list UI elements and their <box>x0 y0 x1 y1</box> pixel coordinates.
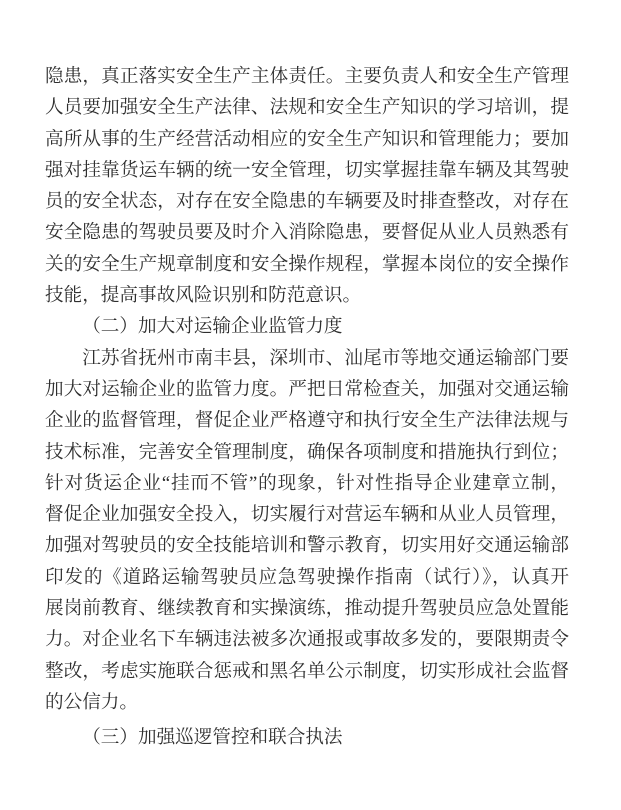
paragraph-continuation <box>45 61 569 311</box>
paragraph-section2 <box>45 343 569 719</box>
text-line: 员的安全状态，对存在安全隐患的车辆要及时排查整改，对存在 <box>45 191 569 213</box>
text-line: 技能，提高事故风险识别和防范意识。 <box>45 285 362 307</box>
document-text-block <box>45 61 569 754</box>
text-line: 强对挂靠货运车辆的统一安全管理，切实掌握挂靠车辆及其驾驶 <box>45 159 569 181</box>
section-heading-2: （二）加大对运输企业监管力度 <box>82 316 343 338</box>
text-line: 技术标准，完善安全管理制度，确保各项制度和措施执行到位； <box>45 441 569 463</box>
text-line: 关的安全生产规章制度和安全操作规程，掌握本岗位的安全操作 <box>45 253 569 275</box>
text-line: 高所从事的生产经营活动相应的安全生产知识和管理能力；要加 <box>45 128 569 150</box>
text-line: 隐患，真正落实安全生产主体责任。主要负责人和安全生产管理 <box>45 66 569 87</box>
text-line: 针对货运企业“挂而不管”的现象，针对性指导企业建章立制， <box>45 472 569 494</box>
text-line: 人员要加强安全生产法律、法规和安全生产知识的学习培训，提 <box>45 97 569 119</box>
text-line: 力。对企业名下车辆违法被多次通报或事故多发的，要限期责令 <box>45 629 569 651</box>
text-line: 企业的监督管理，督促企业严格遵守和执行安全生产法律法规与 <box>45 410 569 432</box>
text-line: 的公信力。 <box>45 691 138 713</box>
text-line: 展岗前教育、继续教育和实操演练，推动提升驾驶员应急处置能 <box>45 598 569 620</box>
text-line: 江苏省抚州市南丰县，深圳市、汕尾市等地交通运输部门要 <box>82 347 569 369</box>
text-line: 加大对运输企业的监管力度。严把日常检查关，加强对交通运输 <box>45 378 569 400</box>
section-heading-3: （三）加强巡逻管控和联合执法 <box>82 727 343 749</box>
text-line: 安全隐患的驾驶员要及时介入消除隐患，要督促从业人员熟悉有 <box>45 222 569 244</box>
text-line: 加强对驾驶员的安全技能培训和警示教育，切实用好交通运输部 <box>45 535 569 557</box>
text-line: 督促企业加强安全投入，切实履行对营运车辆和从业人员管理， <box>45 504 569 526</box>
text-line: 印发的《道路运输驾驶员应急驾驶操作指南（试行）》，认真开 <box>45 566 569 588</box>
text-line: 整改，考虑实施联合惩戒和黑名单公示制度，切实形成社会监督 <box>45 660 569 682</box>
